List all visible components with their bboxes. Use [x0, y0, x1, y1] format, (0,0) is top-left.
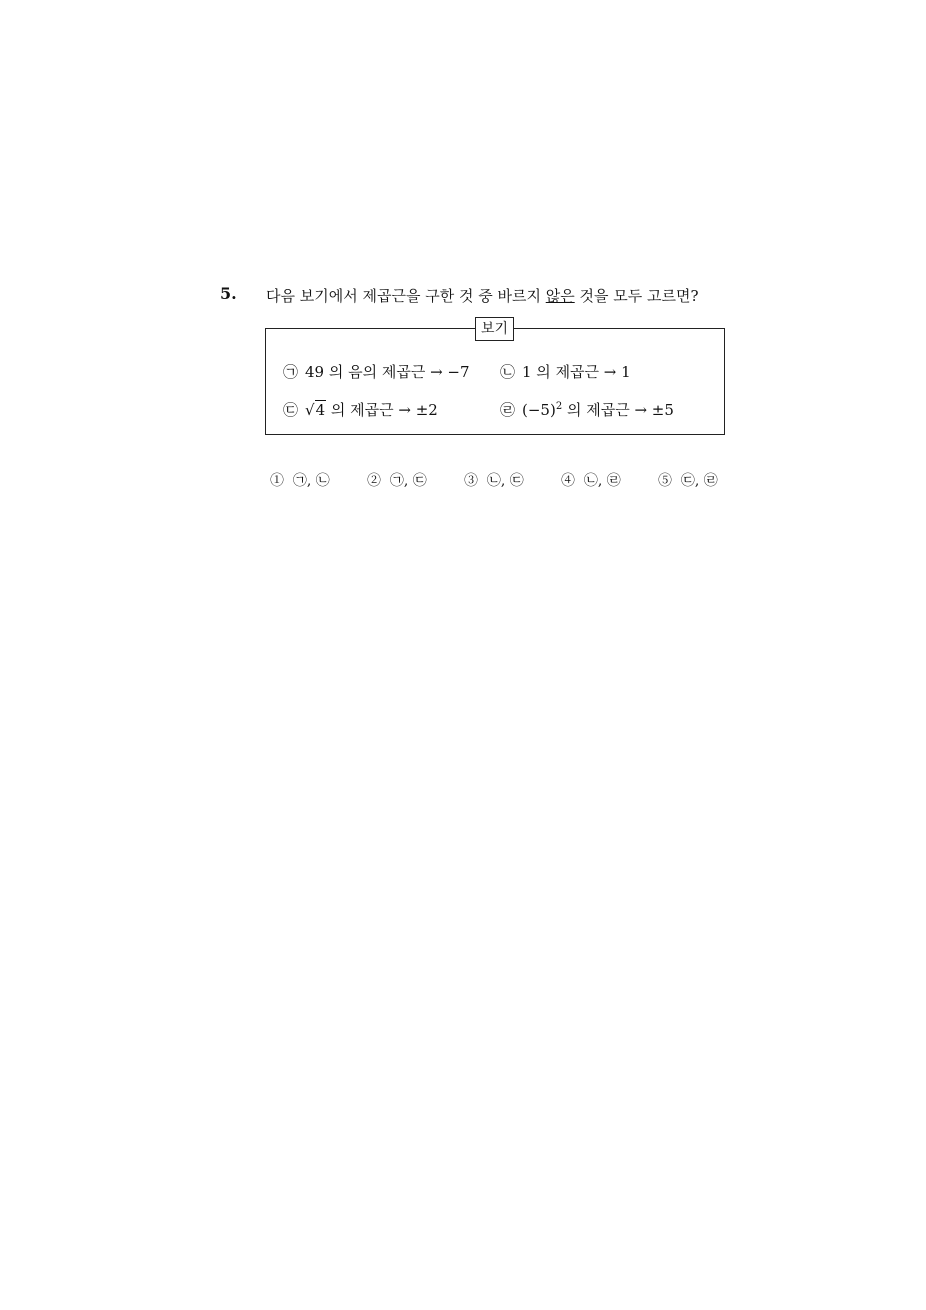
question-text-after: 것을 모두 고르면? [574, 287, 699, 305]
choice-text-5: ㉢, ㉣ [680, 473, 718, 489]
bogi-marker-3: ㉢ [283, 401, 299, 419]
bogi-item-1 [283, 362, 470, 382]
choice-text-4: ㉡, ㉣ [583, 473, 621, 489]
bogi-item-text-3: 의 제곱근 → ±2 [326, 401, 438, 419]
bogi-item-text-1: 49 의 음의 제곱근 → −7 [305, 363, 470, 381]
choice-text-3: ㉡, ㉢ [486, 473, 524, 489]
question-text-before: 다음 보기에서 제곱근을 구한 것 중 바르지 [266, 287, 546, 305]
question-text [266, 285, 698, 306]
choice-2[interactable] [367, 470, 427, 490]
power-base: (−5) [522, 401, 556, 419]
bogi-marker-2: ㉡ [500, 363, 516, 381]
sqrt-radicand: 4 [315, 401, 326, 419]
choice-1[interactable] [270, 470, 330, 490]
bogi-item-text-4: 의 제곱근 → ±5 [562, 401, 674, 419]
choice-number-2: ② [367, 473, 381, 489]
choice-text-1: ㉠, ㉡ [292, 473, 330, 489]
bogi-marker-1: ㉠ [283, 363, 299, 381]
choice-4[interactable] [561, 470, 621, 490]
choice-number-4: ④ [561, 473, 575, 489]
choice-number-5: ⑤ [658, 473, 672, 489]
sqrt-symbol: √ [305, 401, 315, 419]
choice-text-2: ㉠, ㉢ [389, 473, 427, 489]
question-number: 5. [220, 284, 237, 303]
choice-5[interactable] [658, 470, 718, 490]
choice-number-3: ③ [464, 473, 478, 489]
bogi-label: 보기 [475, 317, 514, 341]
choice-3[interactable] [464, 470, 524, 490]
bogi-item-text-2: 1 의 제곱근 → 1 [522, 363, 631, 381]
bogi-item-2 [500, 362, 631, 382]
sqrt-expression [305, 400, 326, 420]
question-text-underlined: 않은 [545, 287, 575, 305]
choice-number-1: ① [270, 473, 284, 489]
power-exponent: 2 [555, 401, 563, 412]
bogi-item-3 [283, 400, 438, 420]
bogi-item-4 [500, 400, 674, 420]
bogi-marker-4: ㉣ [500, 401, 516, 419]
